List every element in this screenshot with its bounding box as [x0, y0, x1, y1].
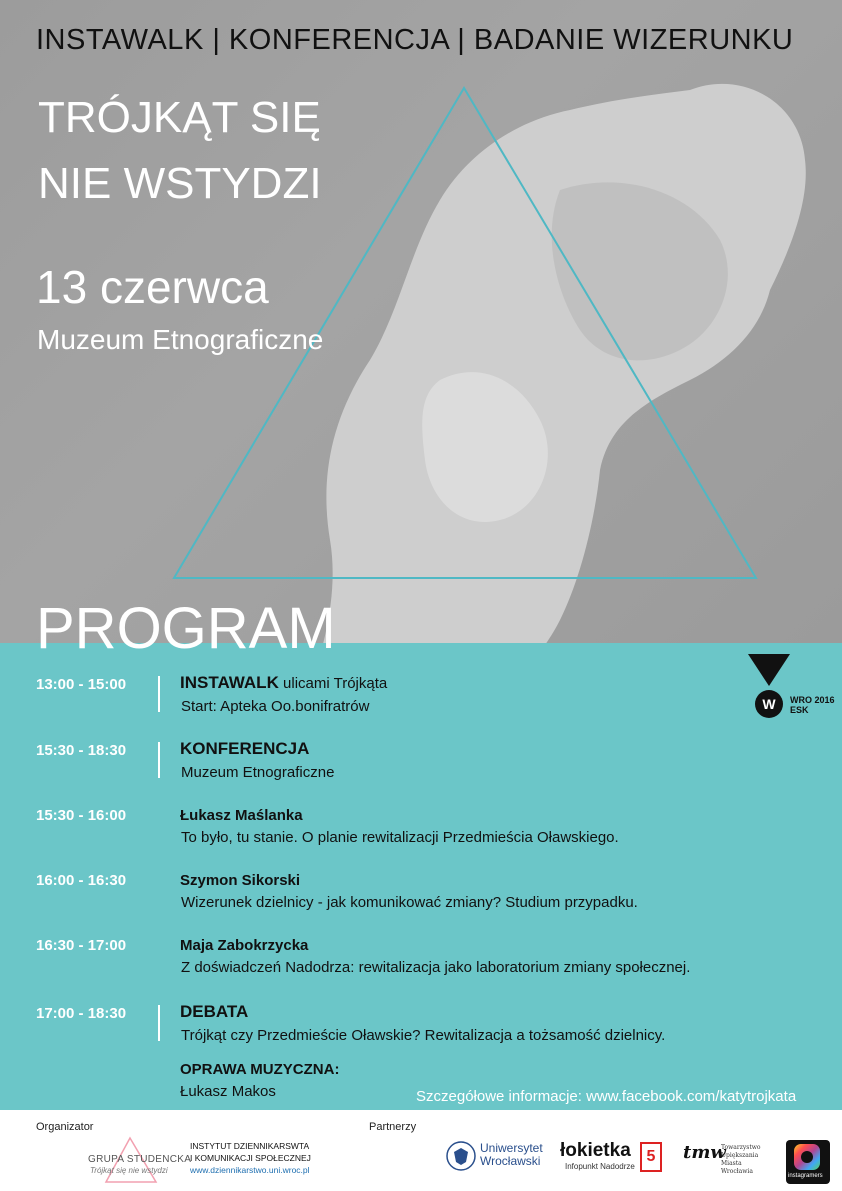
tmw-monogram: tmw	[683, 1142, 726, 1163]
program-speaker: Łukasz Maślanka	[180, 807, 303, 824]
divider-bar	[158, 676, 160, 712]
music-label: OPRAWA MUZYCZNA:	[180, 1061, 340, 1078]
esk-line-2: ESK	[790, 705, 809, 715]
uwr-line-2: Wrocławski	[480, 1154, 541, 1168]
program-title: DEBATA	[180, 1002, 249, 1021]
tmw-line-4: Wrocławia	[721, 1168, 753, 1175]
event-venue: Muzeum Etnograficzne	[37, 324, 324, 355]
grupa-line-1: GRUPA STUDENCKA	[88, 1154, 192, 1165]
uwr-text	[480, 1142, 543, 1168]
statue-figure	[300, 84, 806, 720]
program-time: 13:00 - 15:00	[36, 676, 127, 693]
title-line-1: TRÓJKĄT SIĘ	[38, 93, 321, 142]
institute-block	[190, 1140, 311, 1176]
program-title-main: INSTAWALK	[180, 673, 279, 692]
tagline: INSTAWALK | KONFERENCJA | BADANIE WIZERUNKU	[36, 24, 794, 56]
lokietka-logo	[560, 1140, 665, 1180]
program-time: 15:30 - 18:30	[36, 742, 127, 759]
instagram-icon	[794, 1144, 820, 1170]
institute-url[interactable]: www.dziennikarstwo.uni.wroc.pl	[190, 1165, 310, 1175]
divider-bar	[158, 742, 160, 778]
esk-label	[790, 695, 835, 715]
program-time: 15:30 - 16:00	[36, 807, 127, 824]
program-desc: To było, tu stanie. O planie rewitalizacji Przedmieścia Oławskiego.	[181, 829, 619, 846]
program-desc: Muzeum Etnograficzne	[181, 764, 335, 781]
program-desc: Trójkąt czy Przedmieście Oławskie? Rewitalizacja a tożsamość dzielnicy.	[181, 1027, 666, 1044]
more-info-link[interactable]: Szczegółowe informacje: www.facebook.com/katytrojkata	[416, 1088, 797, 1105]
organizer-label: Organizator	[36, 1121, 94, 1133]
title-line-2: NIE WSTYDZI	[38, 159, 322, 208]
program-speaker: Maja Zabokrzycka	[180, 937, 309, 954]
instagramers-logo	[786, 1140, 830, 1184]
instagramers-label: instagramers	[788, 1173, 823, 1179]
program-time: 17:00 - 18:30	[36, 1005, 127, 1022]
institute-line-1: INSTYTUT DZIENNIKARSWTA	[190, 1141, 310, 1151]
grupa-line-2: Trójkąt się nie wstydzi	[90, 1166, 168, 1175]
lokietka-number: 5	[640, 1142, 662, 1172]
uwr-eagle-icon	[446, 1140, 476, 1172]
partners-label: Partnerzy	[369, 1121, 417, 1133]
tmw-line-3: Miasta	[721, 1160, 742, 1167]
tmw-words	[721, 1144, 761, 1176]
program-speaker: Szymon Sikorski	[180, 872, 301, 889]
svg-text:W: W	[762, 696, 776, 712]
program-heading: PROGRAM	[36, 596, 336, 661]
program-time: 16:30 - 17:00	[36, 937, 127, 954]
divider-bar	[158, 1005, 160, 1041]
tmw-line-1: Towarzystwo	[721, 1144, 761, 1151]
music-name: Łukasz Makos	[180, 1083, 276, 1100]
program-title	[180, 673, 387, 693]
uwr-logo	[446, 1140, 546, 1174]
lokietka-name: łokietka	[560, 1140, 631, 1161]
lokietka-sub: Infopunkt Nadodrze	[565, 1162, 635, 1171]
esk-line-1: WRO 2016	[790, 695, 835, 705]
institute-line-2: I KOMUNIKACJI SPOŁECZNEJ	[190, 1153, 311, 1163]
program-desc: Start: Apteka Oo.bonifratrów	[181, 698, 370, 715]
program-desc: Z doświadczeń Nadodrza: rewitalizacja jako laboratorium zmiany społecznej.	[181, 959, 691, 976]
tmw-logo	[683, 1142, 773, 1182]
grupa-studencka-logo	[86, 1136, 192, 1184]
program-title: KONFERENCJA	[180, 739, 310, 758]
program-time: 16:00 - 16:30	[36, 872, 127, 889]
uwr-line-1: Uniwersytet	[480, 1141, 543, 1155]
tmw-line-2: Upiększania	[721, 1152, 759, 1159]
program-title-suffix: ulicami Trójkąta	[278, 675, 388, 692]
event-date: 13 czerwca	[36, 261, 269, 313]
program-desc: Wizerunek dzielnicy - jak komunikować zmiany? Studium przypadku.	[181, 894, 638, 911]
